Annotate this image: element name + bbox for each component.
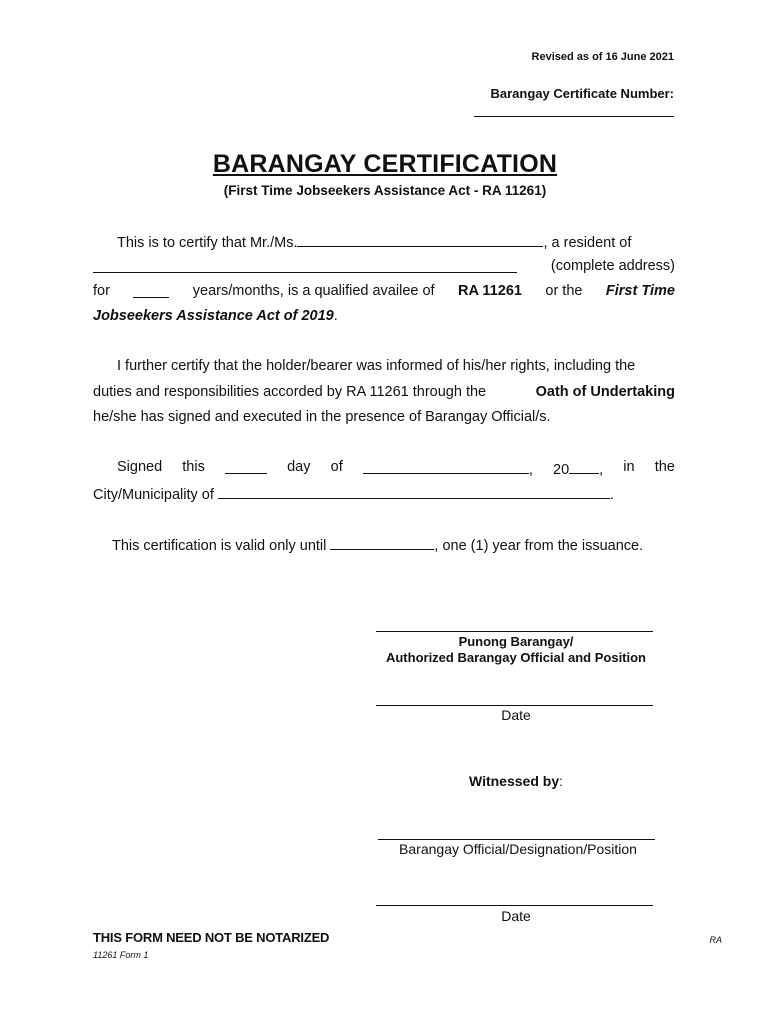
witness-designation-label: Barangay Official/Designation/Position (399, 841, 637, 857)
availee-text: years/months, is a qualified availee of (192, 283, 435, 299)
form-number: 11261 Form 1 (93, 950, 149, 960)
in-text: in (623, 459, 635, 475)
act-name-part2: Jobseekers Assistance Act of 2019 (93, 308, 334, 324)
footer-ra: RA (709, 935, 722, 945)
city-field[interactable] (218, 484, 610, 499)
para1-line4 (93, 308, 338, 324)
of-text: of (330, 459, 343, 475)
date1-line[interactable] (376, 704, 653, 706)
valid-until-text: This certification is valid only until (112, 538, 327, 554)
para3-line2 (93, 484, 614, 503)
para2-line1 (93, 358, 675, 374)
certificate-number-label: Barangay Certificate Number: (490, 86, 674, 101)
further-certify-text: I further certify that the holder/bearer was informed of his/her rights, including the (117, 358, 636, 374)
duties-text: duties and responsibilities accorded by RA 11261 through the (93, 384, 487, 400)
certify-text: This is to certify that Mr./Ms. (117, 235, 298, 251)
oath-of-undertaking: Oath of Undertaking (535, 384, 675, 400)
date2-label: Date (501, 908, 531, 924)
para1-line3 (93, 283, 675, 299)
certificate-number-field[interactable] (474, 106, 674, 117)
punong-barangay-label: Punong Barangay/ (458, 634, 574, 649)
period: . (333, 308, 338, 324)
year-field[interactable] (569, 459, 599, 474)
comma: , (599, 462, 604, 478)
issuance-text: , one (1) year from the issuance. (434, 538, 644, 554)
witnessed-text: Witnessed by (468, 773, 560, 789)
ra-number: RA 11261 (458, 283, 522, 299)
signed-text: Signed (117, 459, 163, 475)
colon: : (559, 773, 563, 789)
para4 (112, 535, 643, 554)
the-text: the (654, 459, 675, 475)
notarize-note: THIS FORM NEED NOT BE NOTARIZED (93, 930, 330, 945)
revision-date: Revised as of 16 June 2021 (531, 51, 674, 63)
city-label: City/Municipality of (93, 487, 214, 503)
duration-field[interactable] (133, 283, 169, 298)
valid-until-field[interactable] (330, 535, 434, 550)
resident-text: , a resident of (543, 235, 632, 251)
or-the-text: or the (545, 283, 583, 299)
name-field[interactable] (297, 232, 543, 247)
comma: , (528, 462, 533, 478)
date2-line[interactable] (376, 904, 653, 906)
document-title: BARANGAY CERTIFICATION (212, 150, 558, 178)
para3-line1 (117, 459, 675, 478)
month-field[interactable] (363, 459, 529, 474)
witness-signature-line[interactable] (378, 838, 655, 840)
day-field[interactable] (225, 459, 267, 474)
para1-line1 (93, 232, 675, 251)
date1-label: Date (501, 707, 531, 723)
period: . (609, 487, 614, 503)
para2-line2 (93, 384, 675, 400)
para1-line2 (93, 258, 675, 274)
para2-line3: he/she has signed and executed in the presence of Barangay Official/s. (93, 409, 551, 425)
authorized-official-label: Authorized Barangay Official and Position (385, 650, 647, 665)
act-name-part1: First Time (605, 283, 675, 299)
complete-address-label: (complete address) (550, 258, 675, 274)
year-prefix: 20 (553, 462, 570, 478)
punong-barangay-signature-line[interactable] (376, 630, 653, 632)
witnessed-by-label (366, 773, 666, 789)
address-field[interactable] (93, 258, 517, 273)
document-subtitle: (First Time Jobseekers Assistance Act - RA 11261) (223, 183, 547, 198)
day-text: day (287, 459, 311, 475)
for-text: for (93, 283, 110, 299)
this-text: this (182, 459, 205, 475)
